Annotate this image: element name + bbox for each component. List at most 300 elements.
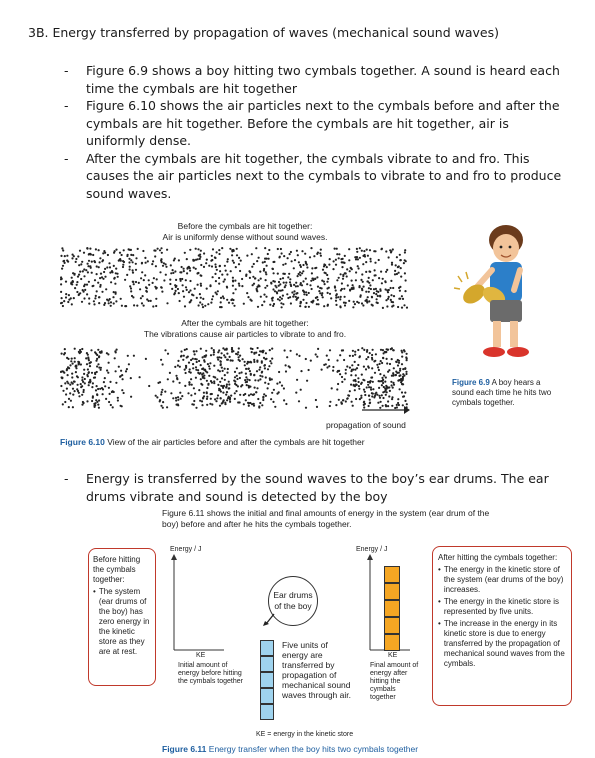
air-particle (348, 248, 350, 250)
air-particle (209, 403, 211, 405)
air-particle (130, 287, 132, 289)
air-particle (200, 283, 202, 285)
air-particle (74, 357, 76, 359)
air-particle (61, 247, 63, 249)
air-particle (211, 298, 213, 300)
air-particle (334, 285, 336, 287)
air-particle (337, 383, 339, 385)
air-particle (122, 378, 124, 380)
air-particle (304, 253, 306, 255)
air-particle (328, 365, 330, 367)
air-particle (164, 391, 166, 393)
air-particle (189, 289, 191, 291)
air-particle (300, 282, 302, 284)
air-particle (359, 257, 361, 259)
air-particle (145, 290, 147, 292)
air-particle (354, 351, 356, 353)
air-particle (247, 402, 249, 404)
air-particle (369, 271, 371, 273)
air-particle (88, 297, 90, 299)
air-particle (109, 272, 111, 274)
air-particle (243, 403, 245, 405)
air-particle (174, 366, 176, 368)
air-particle (141, 262, 143, 264)
air-particle (183, 296, 185, 298)
air-particle (173, 293, 175, 295)
air-particle (253, 361, 255, 363)
air-particle (189, 280, 191, 282)
air-particle (63, 372, 65, 374)
air-particle (378, 395, 380, 397)
air-particle (362, 281, 364, 283)
air-particle (390, 381, 392, 383)
air-particle (201, 404, 203, 406)
air-particle (391, 264, 393, 266)
air-particle (206, 288, 208, 290)
air-particle (69, 384, 71, 386)
air-particle (129, 266, 131, 268)
air-particle (107, 254, 109, 256)
air-particle (305, 261, 307, 263)
air-particle (148, 385, 150, 387)
air-particle (110, 305, 112, 307)
bullet-marker: - (64, 63, 69, 78)
air-particle (179, 271, 181, 273)
air-particle (161, 391, 163, 393)
air-particle (183, 268, 185, 270)
air-particle (234, 376, 236, 378)
air-particle (381, 362, 383, 364)
air-particle (301, 272, 303, 274)
air-particle (199, 293, 201, 295)
air-particle (386, 391, 388, 393)
air-particle (258, 354, 260, 356)
air-particle (220, 363, 222, 365)
air-particle (198, 389, 200, 391)
air-particle (61, 376, 63, 378)
air-particle (161, 261, 163, 263)
air-particle (83, 373, 85, 375)
air-particle (363, 366, 365, 368)
air-particle (130, 254, 132, 256)
air-particle (185, 365, 187, 367)
air-particle (310, 360, 312, 362)
air-particle (336, 359, 338, 361)
air-particle (214, 273, 216, 275)
air-particle (391, 301, 393, 303)
air-particle (329, 293, 331, 295)
air-particle (112, 406, 114, 408)
air-particle (290, 350, 292, 352)
air-particle (109, 381, 111, 383)
air-particle (256, 370, 258, 372)
air-particle (162, 265, 164, 267)
air-particle (177, 399, 179, 401)
air-particle (340, 273, 342, 275)
air-particle (260, 296, 262, 298)
air-particle (200, 264, 202, 266)
air-particle (390, 294, 392, 296)
fig610-caption-label: Figure 6.10 (60, 437, 105, 447)
air-particle (118, 366, 120, 368)
air-particle (192, 367, 194, 369)
air-particle (186, 348, 188, 350)
air-particle (267, 253, 269, 255)
air-particle (155, 305, 157, 307)
air-particle (338, 253, 340, 255)
air-particle (301, 250, 303, 252)
air-particle (200, 364, 202, 366)
air-particle (108, 262, 110, 264)
air-particle (117, 397, 119, 399)
air-particle (285, 370, 287, 372)
air-particle (74, 361, 76, 363)
air-particle (321, 292, 323, 294)
air-particle (326, 274, 328, 276)
after-box-point-text: The energy in the kinetic store is represented by five units. (443, 597, 559, 616)
air-particle (223, 297, 225, 299)
air-particle (241, 371, 243, 373)
air-particle (203, 392, 205, 394)
air-particle (285, 282, 287, 284)
air-particle (236, 367, 238, 369)
air-particle (400, 267, 402, 269)
air-particle (335, 300, 337, 302)
air-particle (184, 369, 186, 371)
air-particle (82, 391, 84, 393)
air-particle (64, 401, 66, 403)
air-particle (86, 400, 88, 402)
air-particle (254, 379, 256, 381)
air-particle (385, 376, 387, 378)
air-particle (398, 362, 400, 364)
air-particle (251, 266, 253, 268)
air-particle (133, 304, 135, 306)
air-particle (238, 372, 240, 374)
air-particle (232, 360, 234, 362)
air-particle (60, 385, 62, 387)
air-particle (366, 280, 368, 282)
air-particle (224, 349, 226, 351)
air-particle (270, 362, 272, 364)
air-particle (200, 348, 202, 350)
air-particle (366, 349, 368, 351)
air-particle (180, 280, 182, 282)
air-particle (155, 395, 157, 397)
air-particle (237, 351, 239, 353)
air-particle (81, 379, 83, 381)
air-particle (226, 359, 228, 361)
air-particle (193, 387, 195, 389)
air-particle (96, 365, 98, 367)
air-particle (185, 286, 187, 288)
air-particle (66, 388, 68, 390)
air-particle (400, 259, 402, 261)
air-particle (306, 283, 308, 285)
air-particle (133, 355, 135, 357)
air-particle (306, 264, 308, 266)
air-particle (293, 284, 295, 286)
air-particle (206, 404, 208, 406)
air-particle (195, 377, 197, 379)
air-particle (81, 376, 83, 378)
air-particle (172, 397, 174, 399)
air-particle (297, 254, 299, 256)
air-particle (235, 390, 237, 392)
air-particle (135, 263, 137, 265)
air-particles-uniform (60, 247, 408, 309)
air-particle (349, 367, 351, 369)
air-particle (174, 258, 176, 260)
air-particle (291, 291, 293, 293)
air-particle (93, 300, 95, 302)
air-particle (279, 381, 281, 383)
air-particle (167, 378, 169, 380)
air-particle (113, 302, 115, 304)
air-particle (319, 252, 321, 254)
air-particle (179, 382, 181, 384)
air-particle (300, 389, 302, 391)
air-particle (377, 295, 379, 297)
air-particle (369, 284, 371, 286)
air-particle (335, 404, 337, 406)
air-particle (323, 305, 325, 307)
air-particle (81, 261, 83, 263)
air-particle (293, 293, 295, 295)
air-particle (130, 396, 132, 398)
air-particle (207, 303, 209, 305)
air-particle (106, 266, 108, 268)
air-particle (117, 276, 119, 278)
air-particle (80, 383, 82, 385)
air-particle (176, 377, 178, 379)
air-particle (344, 272, 346, 274)
air-particle (101, 260, 103, 262)
ear-drums-circle: Ear drums of the boy (268, 576, 318, 626)
air-particle (380, 401, 382, 403)
air-particle (76, 281, 78, 283)
air-particle (234, 383, 236, 385)
air-particle (91, 400, 93, 402)
air-particle (91, 386, 93, 388)
air-particle (152, 305, 154, 307)
air-particle (394, 270, 396, 272)
air-particle (219, 370, 221, 372)
air-particle (223, 281, 225, 283)
air-particle (272, 401, 274, 403)
air-particle (91, 272, 93, 274)
air-particle (170, 272, 172, 274)
air-particle (249, 379, 251, 381)
air-particle (299, 271, 301, 273)
air-particle (231, 351, 233, 353)
air-particle (99, 277, 101, 279)
air-particle (93, 303, 95, 305)
bullet-marker: - (64, 98, 69, 113)
air-particle (172, 269, 174, 271)
transfer-energy-bar (260, 640, 274, 720)
air-particle (132, 272, 134, 274)
air-particle (72, 254, 74, 256)
air-particle (367, 296, 369, 298)
air-particle (286, 293, 288, 295)
air-particle (355, 271, 357, 273)
air-particle (289, 253, 291, 255)
air-particle (202, 298, 204, 300)
air-particle (345, 400, 347, 402)
air-particle (371, 296, 373, 298)
air-particle (379, 295, 381, 297)
air-particle (87, 368, 89, 370)
air-particle (258, 285, 260, 287)
air-particle (390, 251, 392, 253)
air-particle (403, 349, 405, 351)
air-particle (228, 381, 230, 383)
air-particle (183, 355, 185, 357)
air-particle (302, 270, 304, 272)
air-particle (282, 303, 284, 305)
air-particle (301, 284, 303, 286)
air-particle (405, 371, 407, 373)
air-particle (75, 261, 77, 263)
air-particle (112, 296, 114, 298)
air-particle (190, 299, 192, 301)
air-particle (321, 369, 323, 371)
air-particle (316, 296, 318, 298)
air-particle (232, 280, 234, 282)
air-particle (225, 394, 227, 396)
air-particle (354, 303, 356, 305)
air-particle (327, 292, 329, 294)
air-particle (244, 379, 246, 381)
air-particle (160, 286, 162, 288)
fig610-caption (60, 437, 365, 447)
air-particle (350, 374, 352, 376)
air-particle (116, 349, 118, 351)
air-particle (336, 279, 338, 281)
air-particle (99, 352, 101, 354)
air-particle (347, 394, 349, 396)
air-particle (327, 278, 329, 280)
air-particle (195, 248, 197, 250)
air-particle (378, 277, 380, 279)
air-particle (316, 303, 318, 305)
air-particle (373, 292, 375, 294)
air-particle (369, 399, 371, 401)
air-particle (234, 398, 236, 400)
air-particle (309, 284, 311, 286)
air-particle (391, 262, 393, 264)
air-particle (385, 351, 387, 353)
air-particle (239, 394, 241, 396)
air-particle (264, 287, 266, 289)
air-particle (194, 353, 196, 355)
air-particle (177, 364, 179, 366)
air-particle (387, 400, 389, 402)
air-particle (295, 392, 297, 394)
air-particle (120, 370, 122, 372)
air-particle (98, 399, 100, 401)
air-particle (80, 263, 82, 265)
air-particle (367, 356, 369, 358)
air-particle (219, 265, 221, 267)
air-particle (122, 266, 124, 268)
air-particle (187, 267, 189, 269)
air-particle (237, 401, 239, 403)
air-particle (75, 371, 77, 373)
air-particle (314, 278, 316, 280)
air-particle (143, 279, 145, 281)
air-particle (340, 401, 342, 403)
air-particle (380, 380, 382, 382)
air-particle (273, 389, 275, 391)
air-particle (187, 392, 189, 394)
air-particle (350, 384, 352, 386)
air-particle (210, 260, 212, 262)
air-particle (349, 390, 351, 392)
air-particle (311, 288, 313, 290)
air-particle (177, 288, 179, 290)
air-particle (287, 276, 289, 278)
air-particle (170, 264, 172, 266)
air-particle (78, 395, 80, 397)
list-item (64, 470, 564, 505)
air-particle (195, 366, 197, 368)
air-particle (206, 380, 208, 382)
air-particle (115, 351, 117, 353)
air-particle (145, 262, 147, 264)
air-particle (203, 375, 205, 377)
air-particle (217, 356, 219, 358)
air-particle (317, 286, 319, 288)
air-particle (94, 279, 96, 281)
air-particle (142, 250, 144, 252)
air-particle (336, 253, 338, 255)
air-particle (107, 353, 109, 355)
air-particle (205, 350, 207, 352)
air-particle (280, 248, 282, 250)
air-particle (62, 305, 64, 307)
air-particle (67, 374, 69, 376)
air-particle (372, 304, 374, 306)
air-particle (396, 256, 398, 258)
air-particle (297, 285, 299, 287)
air-particle (300, 301, 302, 303)
air-particle (392, 382, 394, 384)
fig610-caption-text: View of the air particles before and after the cymbals are hit together (104, 437, 365, 447)
air-particle (180, 398, 182, 400)
air-particle (315, 267, 317, 269)
air-particle (241, 285, 243, 287)
air-particle (310, 280, 312, 282)
air-particle (313, 255, 315, 257)
air-particle (339, 354, 341, 356)
air-particle (349, 270, 351, 272)
air-particle (240, 260, 242, 262)
air-particle (231, 254, 233, 256)
air-particle (194, 393, 196, 395)
air-particle (253, 403, 255, 405)
air-particle (182, 284, 184, 286)
air-particle (358, 388, 360, 390)
air-particle (326, 281, 328, 283)
air-particle (175, 375, 177, 377)
air-particle (165, 263, 167, 265)
air-particle (88, 281, 90, 283)
air-particle (361, 289, 363, 291)
air-particle (349, 289, 351, 291)
air-particle (371, 395, 373, 397)
